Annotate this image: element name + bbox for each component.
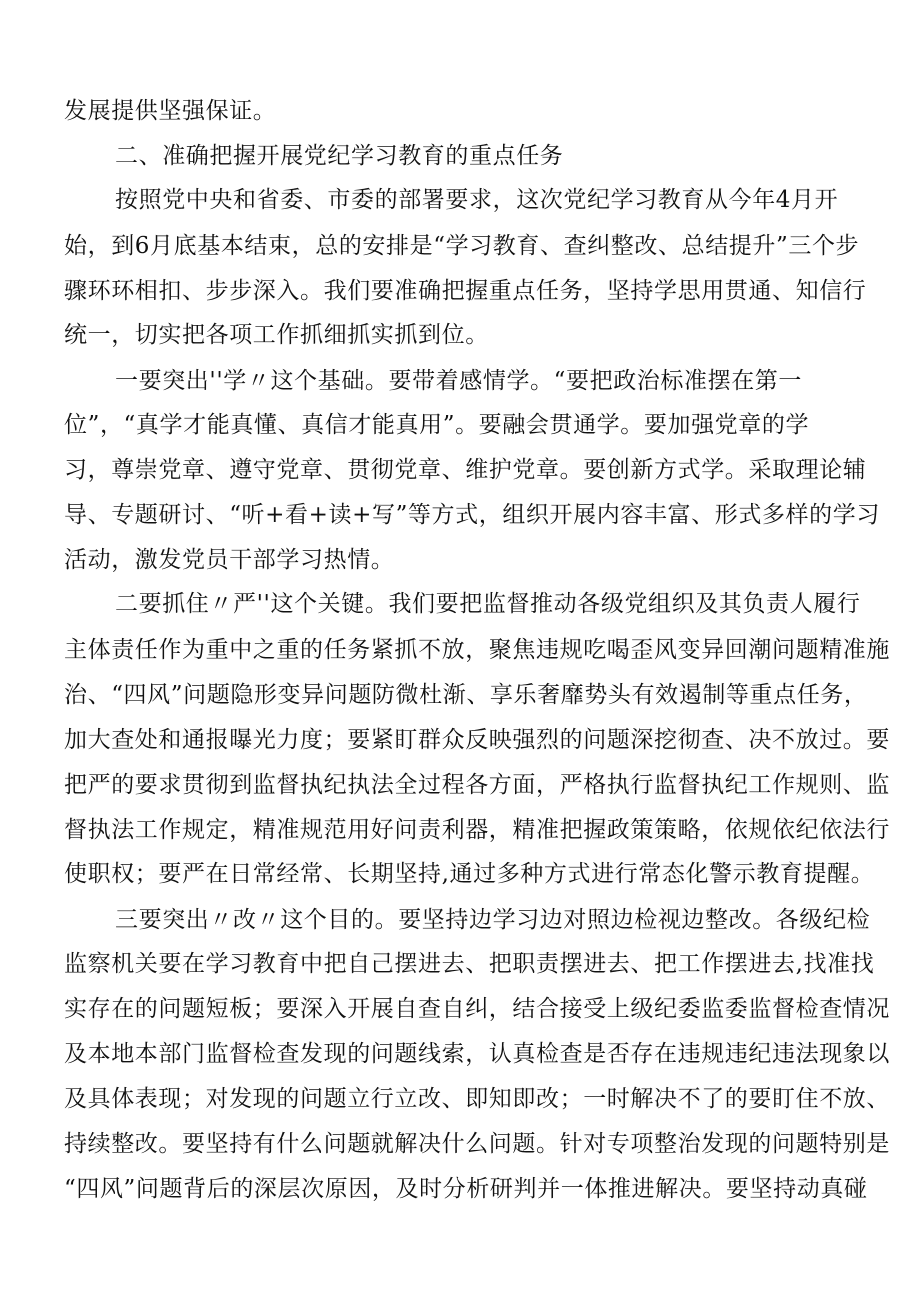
text-line-13: 主体责任作为重中之重的任务紧抓不放，聚焦违规吃喝歪风变异回潮问题精准施 [64, 637, 890, 663]
text-line-12: 二要抓住〃严''这个关键。我们要把监督推动各级党组织及其负责人履行 [115, 591, 861, 617]
text-line-5: 骤环环相扣、步步深入。我们要准确把握重点任务，坚持学思用贯通、知信行 [64, 278, 867, 304]
text-line-10: 导、专题研讨、“听+看+读+写”等方式，组织开展内容丰富、形式多样的学习 [64, 502, 880, 528]
text-line-25: “四风”问题背后的深层次原因，及时分析研判并一体推进解决。要坚持动真碰 [64, 1176, 868, 1202]
text-line-11: 活动，激发党员干部学习热情。 [64, 547, 395, 573]
text-line-22: 及本地本部门监督检查发现的问题线索，认真检查是否存在违规违纪违法现象以 [64, 1041, 890, 1067]
text-line-14: 治、“四风”问题隐形变异问题防微杜渐、享乐奢靡势头有效遏制等重点任务， [64, 682, 868, 708]
text-line-20: 监察机关要在学习教育中把自己摆进去、把职责摆进去、把工作摆进去,找准找 [64, 951, 875, 977]
text-line-4: 始，到6月底基本结束，总的安排是“学习教育、查纠整改、总结提升”三个步 [64, 233, 860, 259]
section-heading: 二、准确把握开展党纪学习教育的重点任务 [115, 143, 564, 169]
text-line-19: 三要突出〃改〃这个目的。要坚持边学习边对照边检视边整改。各级纪检 [115, 907, 871, 933]
text-line-16: 把严的要求贯彻到监督执纪执法全过程各方面，严格执行监督执纪工作规则、监 [64, 772, 890, 798]
text-line-17: 督执法工作规定，精准规范用好问责利器，精准把握政策策略，依规依纪依法行 [64, 817, 890, 843]
text-line-24: 持续整改。要坚持有什么问题就解决什么问题。针对专项整治发现的问题特别是 [64, 1131, 890, 1157]
text-line-3: 按照党中央和省委、市委的部署要求，这次党纪学习教育从今年4月开 [115, 187, 839, 213]
text-line-15: 加大查处和通报曝光力度；要紧盯群众反映强烈的问题深挖彻查、决不放过。要 [64, 727, 890, 753]
text-line-18: 使职权；要严在日常经常、长期坚持,通过多种方式进行常态化警示教育提醒。 [64, 861, 875, 887]
text-line-8: 位”，“真学才能真懂、真信才能真用”。要融会贯通学。要加强党章的学 [64, 412, 810, 438]
text-line-1: 发展提供坚强保证。 [64, 98, 277, 124]
text-line-9: 习，尊崇党章、遵守党章、贯彻党章、维护党章。要创新方式学。采取理论辅 [64, 457, 867, 483]
text-line-6: 统一，切实把各项工作抓细抓实抓到位。 [64, 322, 489, 348]
text-line-23: 及具体表现；对发现的问题立行立改、即知即改；一时解决不了的要盯住不放、 [64, 1086, 890, 1112]
text-line-7: 一要突出''学〃这个基础。要带着感情学。“要把政治标准摆在第一 [115, 368, 803, 394]
text-line-21: 实存在的问题短板；要深入开展自查自纠，结合接受上级纪委监委监督检查情况 [64, 996, 890, 1022]
